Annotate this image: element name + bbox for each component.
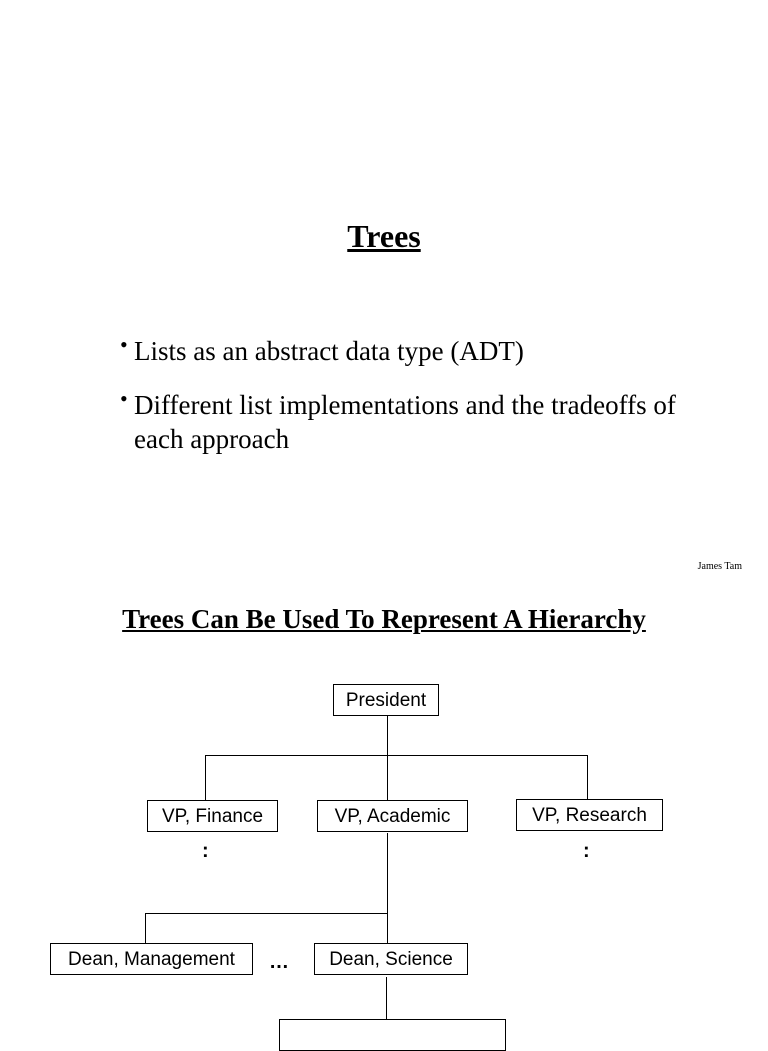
- org-node-vp-academic: VP, Academic: [317, 800, 468, 832]
- connector-line: [205, 755, 206, 800]
- connector-line: [587, 755, 588, 799]
- bullet-marker: •: [120, 332, 128, 357]
- slide-title: Trees: [347, 218, 421, 254]
- bullet-marker: •: [120, 386, 128, 411]
- connector-line: [145, 913, 388, 914]
- author-footer: James Tam: [697, 561, 742, 572]
- hierarchy-slide-title: Trees Can Be Used To Represent A Hierarchy: [122, 604, 646, 634]
- org-node-vp-research: VP, Research: [516, 799, 663, 831]
- ellipsis-mark: …: [269, 951, 289, 973]
- connector-line: [386, 977, 387, 1024]
- connector-line: [387, 833, 388, 943]
- continuation-mark: :: [202, 840, 209, 862]
- connector-line: [145, 913, 146, 943]
- bullet-list: [120, 334, 680, 476]
- org-node-president: President: [333, 684, 439, 716]
- continuation-mark: :: [583, 840, 590, 862]
- org-node-dean-science: Dean, Science: [314, 943, 468, 975]
- connector-line: [205, 755, 588, 756]
- bullet-text: Lists as an abstract data type (ADT): [134, 336, 524, 366]
- bullet-text: Different list implementations and the tradeoffs of each approach: [134, 390, 676, 454]
- org-node-dean-management: Dean, Management: [50, 943, 253, 975]
- bullet-item: [120, 388, 680, 456]
- bullet-item: [120, 334, 680, 368]
- connector-line: [387, 716, 388, 800]
- org-node-vp-finance: VP, Finance: [147, 800, 278, 832]
